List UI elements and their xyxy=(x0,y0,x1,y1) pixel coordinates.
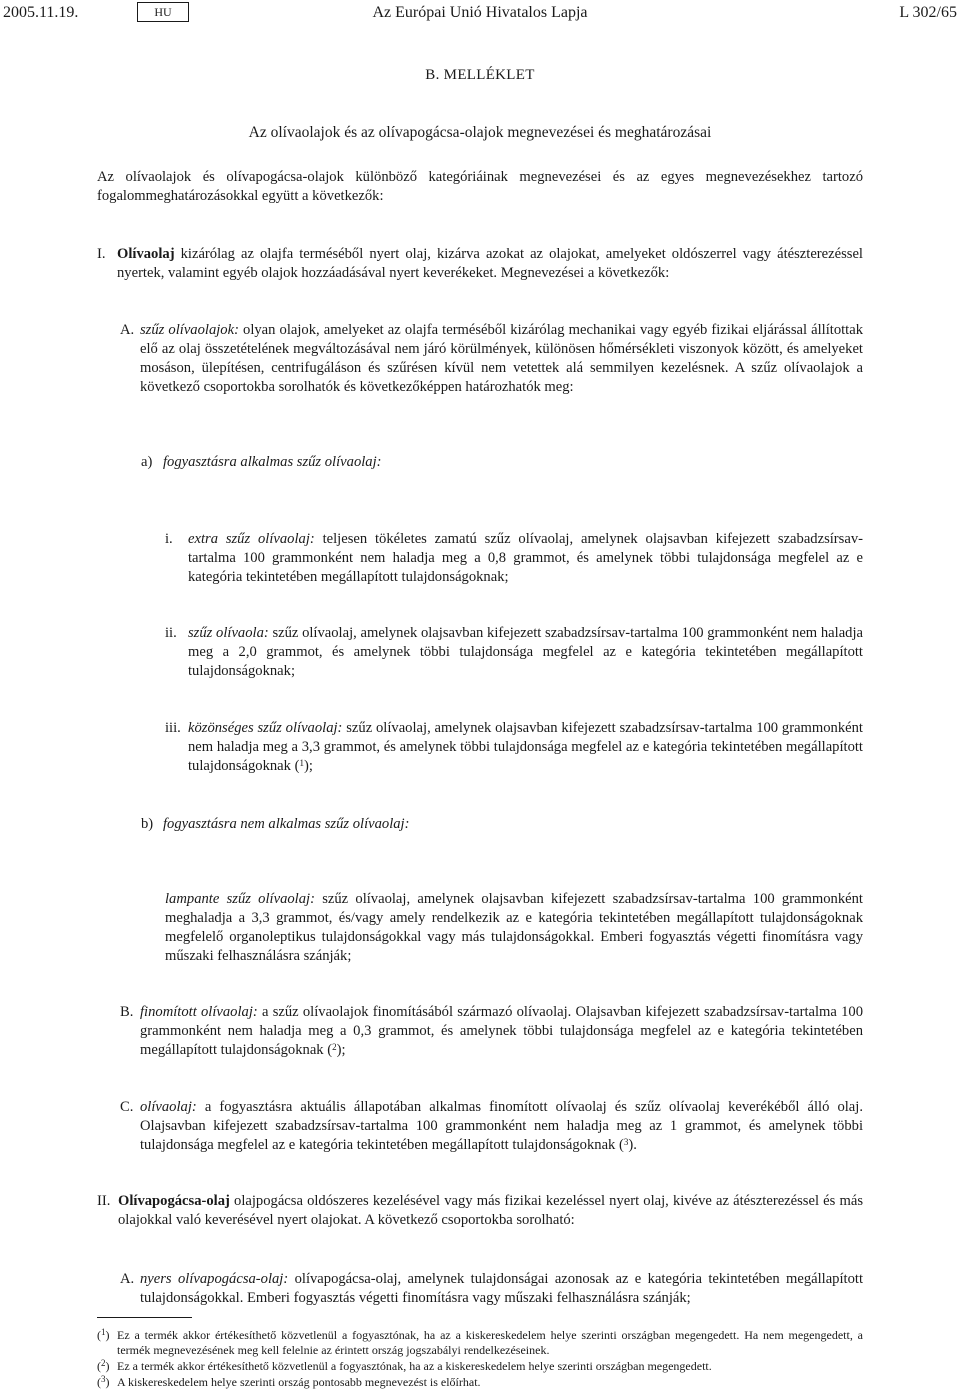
subitem-marker: ii. xyxy=(165,625,177,641)
subitem-marker: a) xyxy=(141,454,153,470)
item-tail: ). xyxy=(628,1137,637,1153)
subitem-lampante xyxy=(165,890,863,966)
subitem-marker: iii. xyxy=(165,720,181,736)
subitem-term: fogyasztásra nem alkalmas szűz olívaolaj: xyxy=(163,816,410,832)
subitem-extra-virgin xyxy=(165,530,863,587)
subitem-text: szűz olívaolaj, amelynek olajsavban kifejezett szabadzsírsav-tartalma 100 grammonként nem haladja meg a 2,0 grammot, és amelynek többi tulajdonsága megfelel az e kategória tekintetében megállapított tulajdonságoknak; xyxy=(188,625,864,679)
subitem-heading xyxy=(141,453,863,472)
item-paragraph xyxy=(120,1270,863,1308)
item-paragraph xyxy=(120,1098,863,1155)
subitem-text: szűz olívaolaj, amelynek olajsavban kifejezett szabadzsírsav-tartalma 100 grammonként meghaladja a 3,3 grammot, és/vagy amely rendelkezik az e kategória tekintetében megállapított tulajdonságoknak megfelelő organoleptikus tulajdonságokkal vagy más tulajdonságokkal. Emberi fogyasztás végetti finomításra vagy műszaki felhasználásra szánják; xyxy=(165,891,863,964)
section-term: Olívaolaj xyxy=(117,246,175,262)
intro-paragraph: Az olívaolajok és olívapogácsa-olajok különböző kategóriáinak megnevezései és az egyes megnevezésekhez tartozó fogalommeghatározásokkal együtt a következők: xyxy=(97,169,863,204)
section-text: kizárólag az olajfa terméséből nyert olaj, kizárva azokat az olajokat, amelyeket oldószerrel vagy átészterezéssel nyertek, valamint egyéb olajok hozzáadásával nyert keverékeket. Megnevezései a következők: xyxy=(117,246,863,281)
section-pomace-oil xyxy=(97,1192,863,1230)
footnote-1 xyxy=(97,1328,863,1358)
subitem-paragraph xyxy=(165,719,863,776)
section-text: olajpogácsa oldószeres kezelésével vagy más fizikai kezeléssel nyert olaj, kivéve az átészterezéssel és más olajokkal való keverésével nyert olajokat. A következő csoportokba sorolható: xyxy=(118,1193,863,1228)
subitem-tail: ); xyxy=(303,758,313,774)
footnote-2 xyxy=(97,1359,863,1374)
item-text: a fogyasztásra aktuális állapotában alkalmas finomított olívaolaj és szűz olívaolaj keverékéből álló olaj. Olajsavban kifejezett szabadzsírsav-tartalma 100 grammonként nem haladja meg az 1 grammot, és amelynek többi tulajdonsága megfelel az e kategória tekintetében megállapított tulajdonságoknak ( xyxy=(140,1099,863,1153)
subitem-term: extra szűz olívaolaj: xyxy=(188,531,315,547)
subitem-text: szűz olívaolaj, amelynek olajsavban kifejezett szabadzsírsav-tartalma 100 grammonként nem haladja meg a 3,3 grammot, és amelynek többi tulajdonsága megfelel az e kategória tekintetében megállapított tulajdonságoknak ( xyxy=(188,720,863,774)
footnote-mark: ($^2$) xyxy=(97,1358,110,1373)
item-marker: A. xyxy=(120,322,135,338)
section-term: Olívapogácsa-olaj xyxy=(118,1193,230,1209)
item-refined-olive-oil xyxy=(120,1003,863,1060)
item-paragraph xyxy=(120,321,863,397)
footnote-text: A kiskereskedelem helye szerinti ország pontosabb megnevezést is előírhat. xyxy=(117,1375,481,1389)
section-marker: I. xyxy=(97,246,106,262)
item-tail: ); xyxy=(336,1042,346,1058)
footnote-ref[interactable]: 1 xyxy=(299,758,304,768)
item-marker: A. xyxy=(120,1271,135,1287)
subitem-virgin xyxy=(165,624,863,681)
footnote-divider xyxy=(97,1317,192,1318)
item-term: olívaolaj: xyxy=(140,1099,197,1115)
item-marker: C. xyxy=(120,1099,134,1115)
subitem-marker: i. xyxy=(165,531,173,547)
annex-title: B. MELLÉKLET xyxy=(425,67,535,83)
section-olive-oil xyxy=(97,245,863,283)
subitem-term: szűz olívaola: xyxy=(188,625,269,641)
subitem-term: lampante szűz olívaolaj: xyxy=(165,891,315,907)
footnote-ref[interactable]: 3 xyxy=(623,1137,629,1147)
subitem-paragraph xyxy=(165,624,863,681)
item-term: nyers olívapogácsa-olaj: xyxy=(140,1271,289,1287)
subitem-marker: b) xyxy=(141,816,154,832)
journal-title: Az Európai Unió Hivatalos Lapja xyxy=(372,4,588,21)
language-badge: HU xyxy=(137,2,189,22)
item-paragraph xyxy=(120,1003,863,1060)
item-crude-pomace-oil xyxy=(120,1270,863,1308)
subitem-term: fogyasztásra alkalmas szűz olívaolaj: xyxy=(163,454,382,470)
item-virgin-olive-oils xyxy=(120,321,863,397)
footnote-3 xyxy=(97,1375,863,1390)
item-olive-oil-blend xyxy=(120,1098,863,1155)
subitem-paragraph xyxy=(165,530,863,587)
section-paragraph xyxy=(97,1192,863,1230)
subitem-non-edible-virgin xyxy=(141,815,863,834)
item-text: olívapogácsa-olaj, amelynek tulajdonságai azonosak az e kategória tekintetében megállapított tulajdonságokkal. Emberi fogyasztás végetti finomításra vagy műszaki felhasználásra szánják; xyxy=(140,1271,863,1306)
publication-date: 2005.11.19. xyxy=(3,4,79,21)
subitem-ordinary-virgin xyxy=(165,719,863,776)
footnote-text: Ez a termék akkor értékesíthető közvetlenül a fogyasztónak, ha az a kiskereskedelem helye szerinti országban megengedett. xyxy=(117,1359,712,1373)
footnote-text: Ez a termék akkor értékesíthető közvetlenül a fogyasztónak, ha az a kiskereskedelem helye szerinti országban megengedett. Ha nem megengedett, a termék megnevezésének meg kell felelnie az érintett ország jogszabályi rendelkezéseinek. xyxy=(117,1328,863,1357)
subitem-term: közönséges szűz olívaolaj: xyxy=(188,720,343,736)
subitem-heading xyxy=(141,815,863,834)
section-marker: II. xyxy=(97,1193,111,1209)
main-title: Az olívaolajok és az olívapogácsa-olajok megnevezései és meghatározásai xyxy=(248,124,712,141)
item-term: szűz olívaolajok: xyxy=(140,322,239,338)
footnote-ref[interactable]: 2 xyxy=(332,1042,337,1052)
page-number: L 302/65 xyxy=(899,4,957,21)
item-marker: B. xyxy=(120,1004,134,1020)
footnote-mark: ($^3$) xyxy=(97,1374,110,1389)
section-paragraph xyxy=(97,245,863,283)
subitem-edible-virgin xyxy=(141,453,863,472)
item-text: olyan olajok, amelyeket az olajfa terméséből kizárólag mechanikai vagy egyéb fizikai eljárással állítottak elő az olaj összetételének megváltozásával nem járó körülmények, különösen hőmérsékleti viszonyok között, és amelyeket mosáson, ülepítésen, centrifugáláson és szűrésen kívül nem vetettek alá semmilyen kezelésnek. A szűz olívaolajok a következő csoportokba sorolhatók és következőképpen határozhatók meg: xyxy=(140,322,863,395)
subitem-text: teljesen tökéletes zamatú szűz olívaolaj, amelynek olajsavban kifejezett szabadzsírsav-tartalma 100 grammonként nem haladja meg a 0,8 grammot, és amelynek többi tulajdonsága megfelel az e kategória tekintetében megállapított tulajdonságoknak; xyxy=(188,531,863,585)
footnote-mark: ($^1$) xyxy=(97,1327,110,1342)
item-term: finomított olívaolaj: xyxy=(140,1004,258,1020)
item-text: a szűz olívaolajok finomításából származó olívaolaj. Olajsavban kifejezett szabadzsírsav-tartalma 100 grammonként nem haladja meg a 0,3 grammot, és amelynek többi tulajdonsága megfelel az e kategória tekintetében megállapított tulajdonságoknak ( xyxy=(140,1004,863,1058)
